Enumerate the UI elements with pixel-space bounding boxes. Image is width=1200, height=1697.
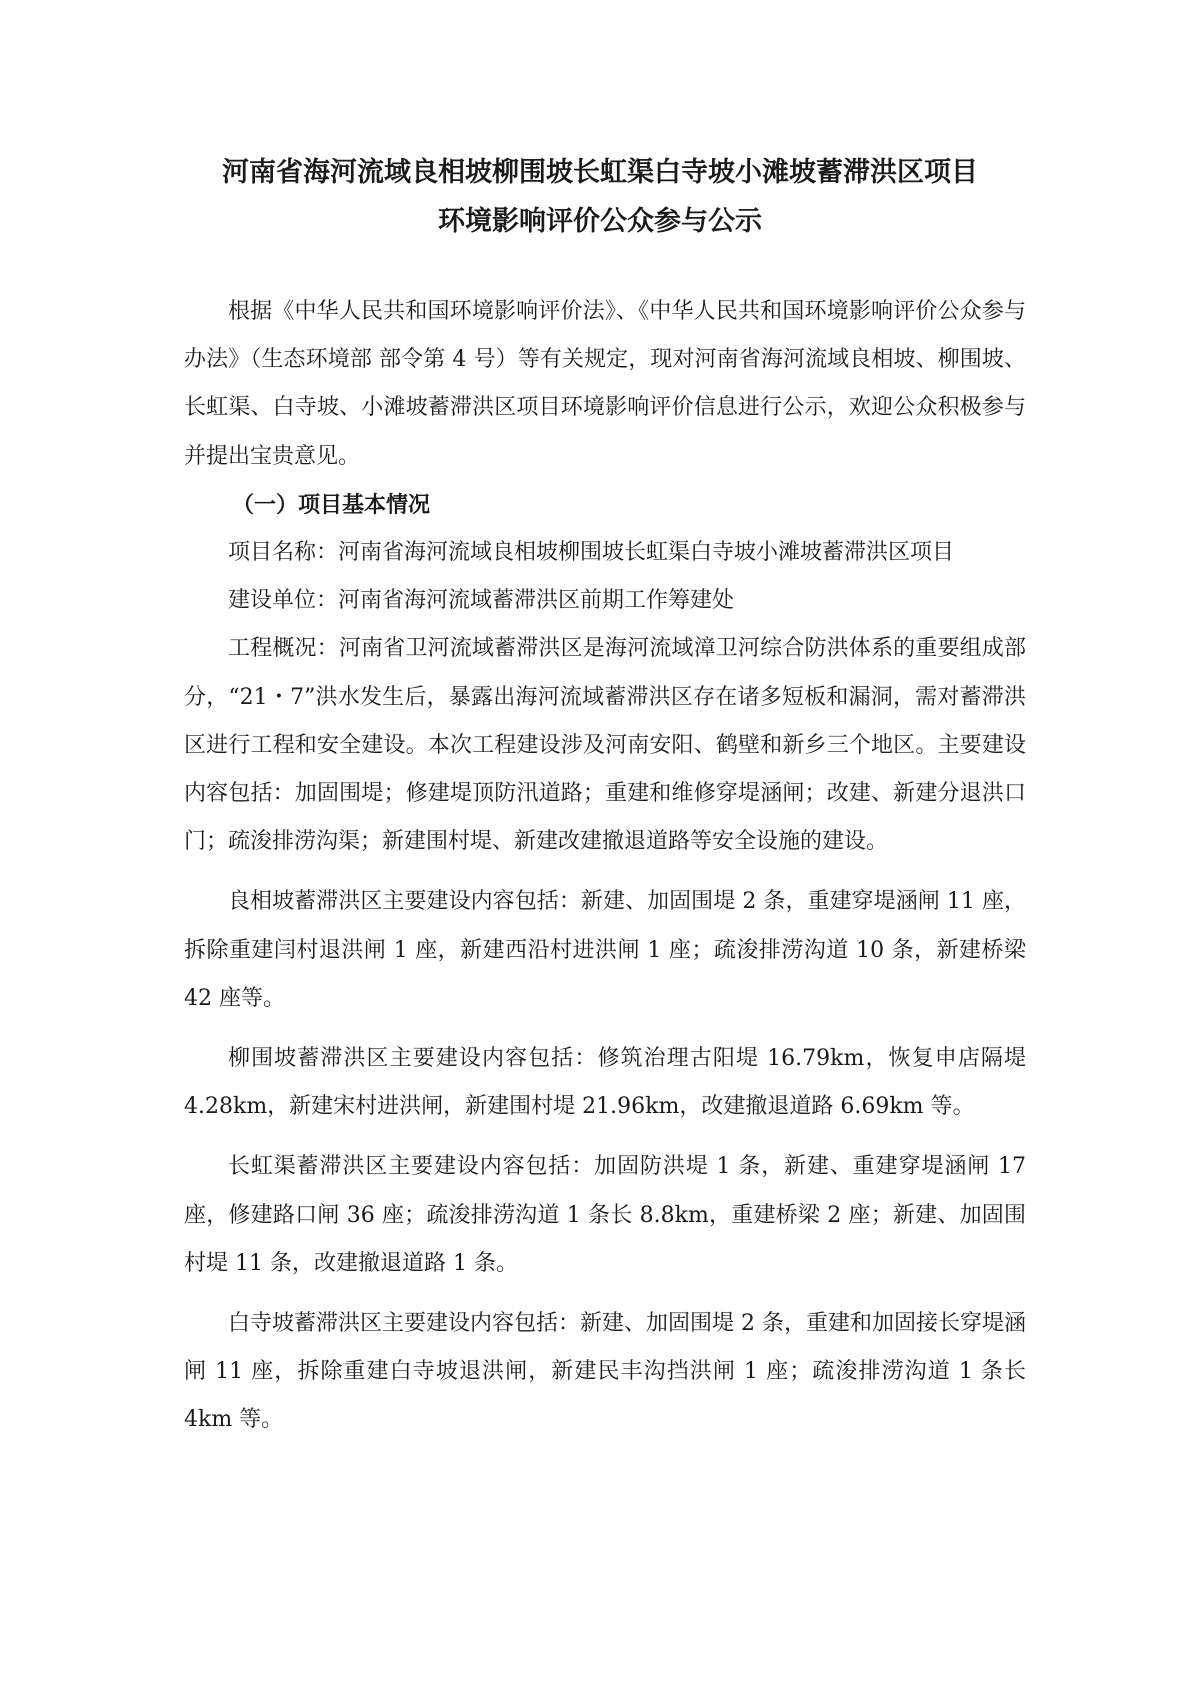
document-body xyxy=(184,288,1026,1445)
baisipo-paragraph: 白寺坡蓄滞洪区主要建设内容包括：新建、加固围堤 2 条，重建和加固接长穿堤涵闸 11 座，拆除重建白寺坡退洪闸，新建民丰沟挡洪闸 1 座；疏浚排涝沟道 1 条长 4km 等。 xyxy=(184,1311,1026,1433)
changhongqu-paragraph: 长虹渠蓄滞洪区主要建设内容包括：加固防洪堤 1 条，新建、重建穿堤涵闸 17 座，修建路口闸 36 座；疏浚排涝沟道 1 条长 8.8km，重建桥梁 2 座；新建、加固围村堤 11 条，改建撤退道路 1 条。 xyxy=(184,1154,1026,1276)
construction-unit-line: 建设单位：河南省海河流域蓄滞洪区前期工作筹建处 xyxy=(228,588,735,614)
liangxiangpo-paragraph: 良相坡蓄滞洪区主要建设内容包括：新建、加固围堤 2 条，重建穿堤涵闸 11 座，拆除重建闫村退洪闸 1 座，新建西沿村进洪闸 1 座；疏浚排涝沟道 10 条，新建桥梁 42 座等。 xyxy=(184,889,1026,1011)
section-heading-basic-info: （一）项目基本情况 xyxy=(232,491,431,518)
document-title-line-2: 环境影响评价公众参与公示 xyxy=(438,206,762,237)
project-overview-paragraph: 工程概况：河南省卫河流域蓄滞洪区是海河流域漳卫河综合防洪体系的重要组成部分，“21・7”洪水发生后，暴露出海河流域蓄滞洪区存在诸多短板和漏洞，需对蓄滞洪区进行工程和安全建设。本次工程建设涉及河南安阳、鹤壁和新乡三个地区。主要建设内容包括：加固围堤；修建堤顶防汛道路；重建和维修穿堤涵闸；改建、新建分退洪口门；疏浚排涝沟渠；新建围村堤、新建改建撤退道路等安全设施的建设。 xyxy=(184,636,1026,855)
liuweipo-paragraph: 柳围坡蓄滞洪区主要建设内容包括：修筑治理古阳堤 16.79km，恢复申店隔堤 4.28km，新建宋村进洪闸，新建围村堤 21.96km，改建撤退道路 6.69km 等。 xyxy=(184,1046,1026,1120)
project-name-line: 项目名称：河南省海河流域良相坡柳围坡长虹渠白寺坡小滩坡蓄滞洪区项目 xyxy=(228,540,955,566)
intro-paragraph: 根据《中华人民共和国环境影响评价法》、《中华人民共和国环境影响评价公众参与办法》（生态环境部 部令第 4 号）等有关规定，现对河南省海河流域良相坡、柳围坡、长虹渠、白寺坡、小滩坡蓄滞洪区项目环境影响评价信息进行公示，欢迎公众积极参与并提出宝贵意见。 xyxy=(184,299,1026,469)
document-title-line-1: 河南省海河流域良相坡柳围坡长虹渠白寺坡小滩坡蓄滞洪区项目 xyxy=(222,157,978,188)
